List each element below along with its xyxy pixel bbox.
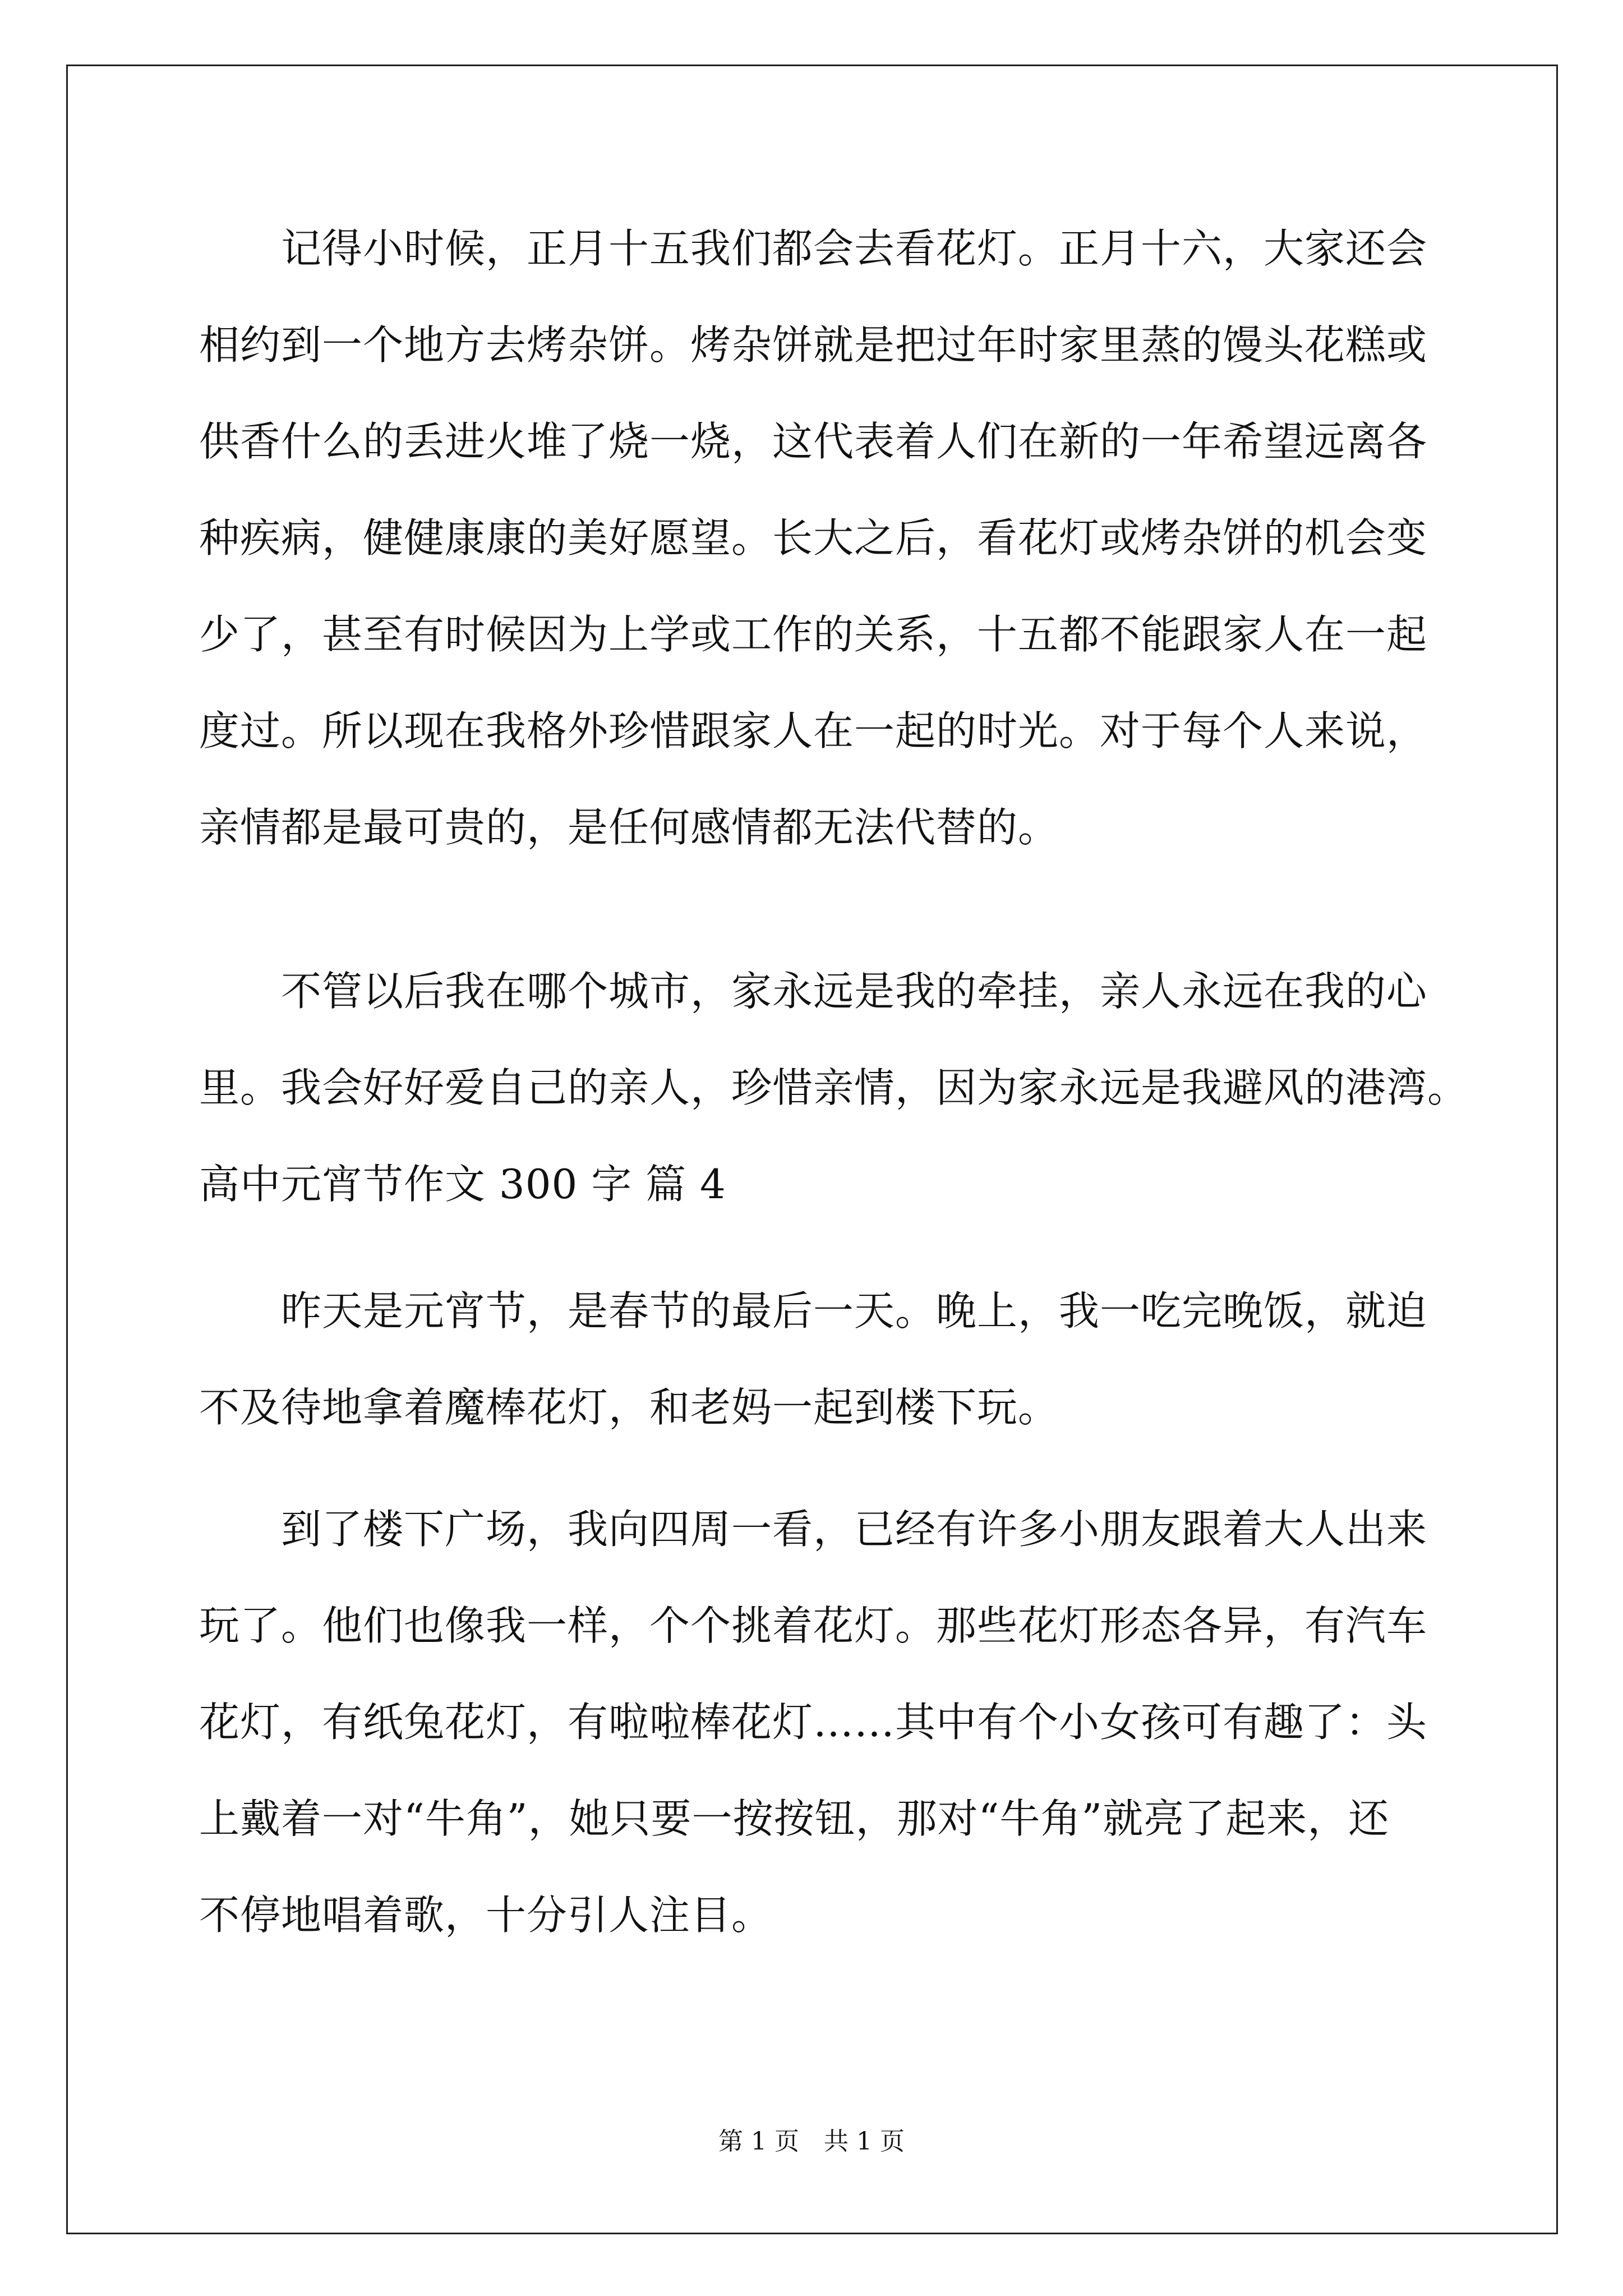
paragraph-line: 记得小时候，正月十五我们都会去看花灯。正月十六，大家还会	[199, 225, 1428, 272]
paragraph-line: 供香什么的丢进火堆了烧一烧，这代表着人们在新的一年希望远离各	[199, 418, 1428, 465]
paragraph-line: 度过。所以现在我格外珍惜跟家人在一起的时光。对于每个人来说，	[199, 707, 1428, 754]
paragraph-line: 种疾病，健健康康的美好愿望。长大之后，看花灯或烤杂饼的机会变	[199, 514, 1428, 562]
paragraph-line: 玩了。他们也像我一样，个个挑着花灯。那些花灯形态各异，有汽车	[199, 1602, 1428, 1649]
paragraph-line: 昨天是元宵节，是春节的最后一天。晚上，我一吃完晚饭，就迫	[199, 1287, 1428, 1335]
paragraph-line: 上戴着一对“牛角”，她只要一按按钮，那对“牛角”就亮了起来，还	[199, 1795, 1390, 1842]
paragraph-line: 亲情都是最可贵的，是任何感情都无法代替的。	[199, 804, 1059, 851]
paragraph-line: 到了楼下广场，我向四周一看，已经有许多小朋友跟着大人出来	[199, 1506, 1428, 1553]
paragraph-line: 里。我会好好爱自己的亲人，珍惜亲情，因为家永远是我避风的港湾。	[199, 1064, 1469, 1111]
paragraph-line: 相约到一个地方去烤杂饼。烤杂饼就是把过年时家里蒸的馒头花糕或	[199, 321, 1428, 369]
paragraph-line: 花灯，有纸兔花灯，有啦啦棒花灯……其中有个小女孩可有趣了：头	[199, 1699, 1428, 1746]
paragraph-line: 不停地唱着歌，十分引人注目。	[199, 1892, 773, 1939]
paragraph-line: 不管以后我在哪个城市，家永远是我的牵挂，亲人永远在我的心	[199, 968, 1428, 1015]
page-number-footer: 第 1 页 共 1 页	[718, 2127, 905, 2156]
paragraph-line: 不及待地拿着魔棒花灯，和老妈一起到楼下玩。	[199, 1384, 1059, 1431]
paragraph-line: 少了，甚至有时候因为上学或工作的关系，十五都不能跟家人在一起	[199, 611, 1428, 658]
section-heading: 高中元宵节作文 300 字 篇 4	[199, 1161, 726, 1208]
